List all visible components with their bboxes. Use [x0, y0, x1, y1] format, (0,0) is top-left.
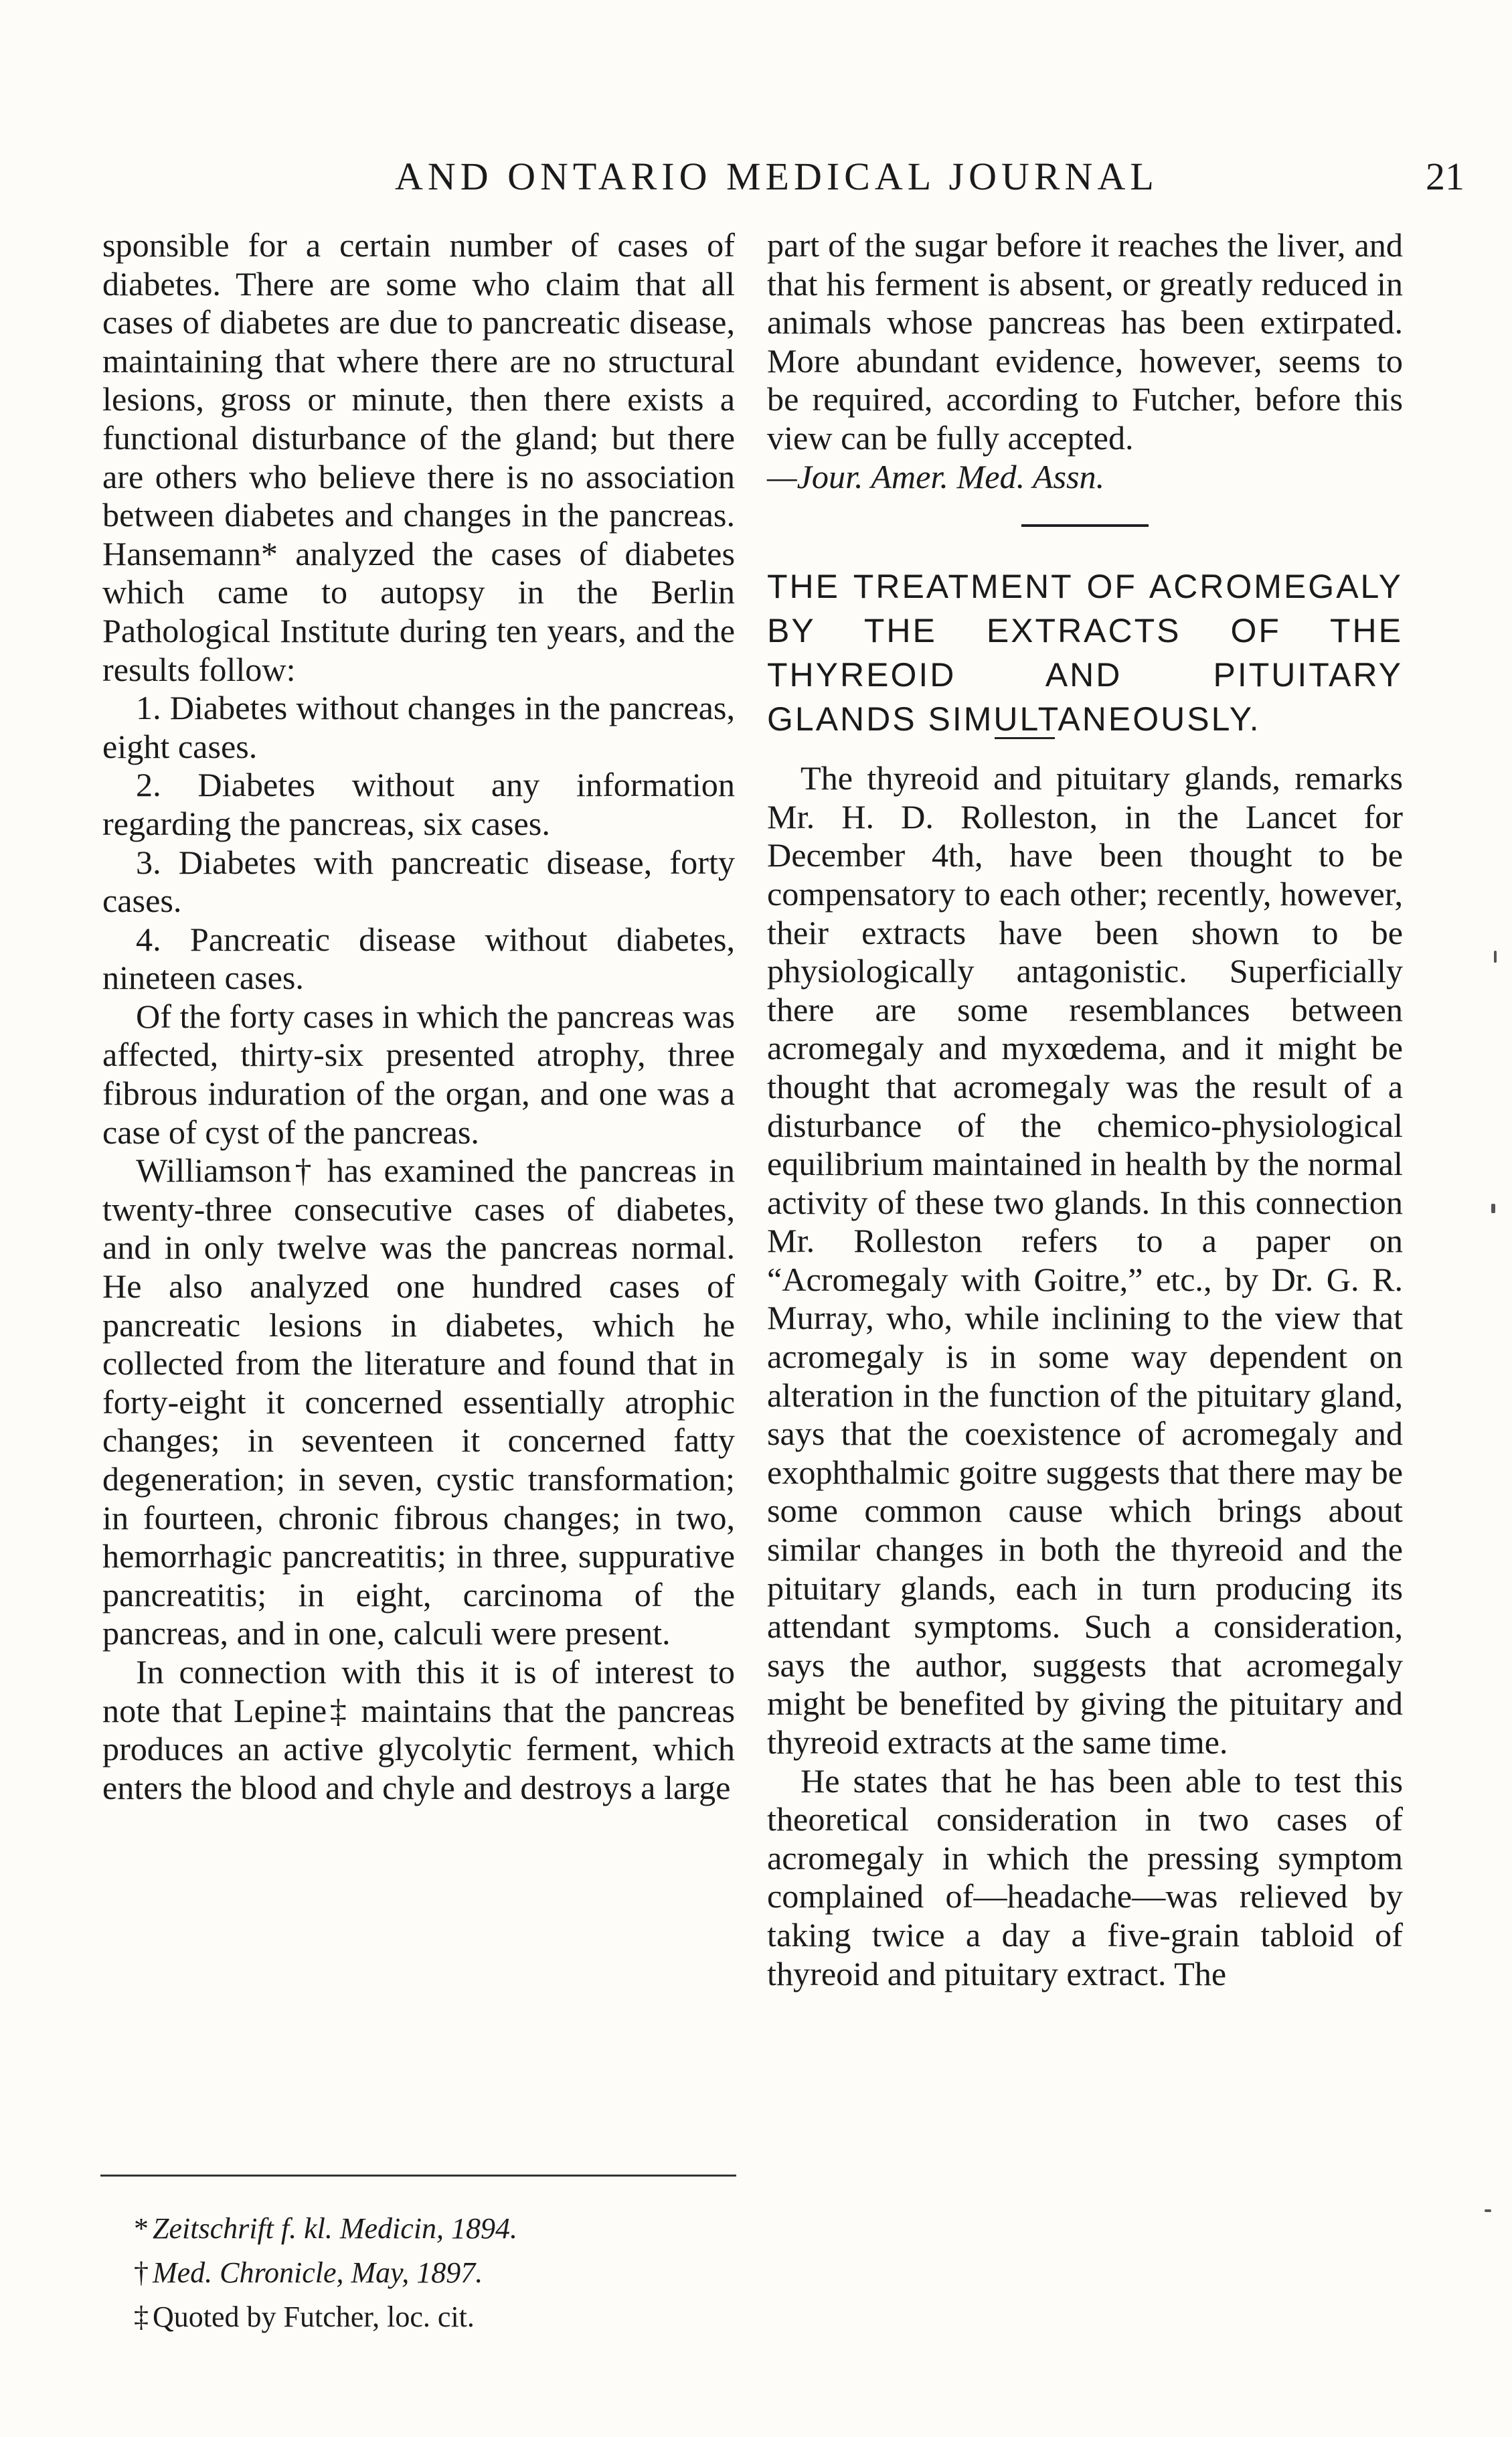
- list-item: 2. Diabetes without any information regarding the pancreas, six cases.: [102, 766, 735, 842]
- left-column: [102, 226, 735, 1807]
- footnote-mark: ‡: [134, 2300, 149, 2333]
- scan-speck: [1485, 2209, 1491, 2212]
- continuation-paragraph: part of the sugar before it reaches the liver, and that his ferment is absent, or greatly reduced in animals whose pancreas has been extirpated. More abundant evidence, however, seems to be required, according to Futcher, before this view can be fully accepted.: [767, 226, 1403, 457]
- footnote-rule: [100, 2175, 736, 2177]
- list-item: 3. Diabetes with pancreatic disease, forty cases.: [102, 843, 735, 920]
- section-divider: [1021, 524, 1149, 527]
- footnote: [134, 2251, 736, 2295]
- footnote-text: Quoted by Futcher, loc. cit.: [153, 2300, 475, 2333]
- footnotes: [134, 2207, 736, 2339]
- citation: —Jour. Amer. Med. Assn.: [767, 457, 1105, 495]
- right-column: [767, 226, 1403, 1993]
- scan-speck: [1491, 1204, 1495, 1213]
- list-item: 4. Pancreatic disease without diabetes, nineteen cases.: [102, 920, 735, 997]
- paragraph: The thyreoid and pituitary glands, remarks Mr. H. D. Rolleston, in the Lancet for December 4th, have been thought to be compensatory to each other; recently, however, their extracts have been shown to be physiologically antagonistic. Superficially there are some resemblances between acromegaly and myxœdema, and it might be thought that acromegaly was the result of a disturbance of the chemico-physiological equilibrium maintained in health by the normal activity of these two glands. In this connection Mr. Rolleston refers to a paper on “Acromegaly with Goitre,” etc., by Dr. G. R. Murray, who, while inclining to the view that acromegaly is in some way dependent on alteration in the function of the pituitary gland, says that the coexistence of acromegaly and exophthalmic goitre suggests that there may be some common cause which brings about similar changes in both the thyreoid and the pituitary glands, each in turn producing its attendant symptoms. Such a consideration, says the author, suggests that acromegaly might be benefited by giving the pituitary and thyreoid extracts at the same time.: [767, 759, 1403, 1761]
- running-head: AND ONTARIO MEDICAL JOURNAL: [395, 155, 1159, 198]
- footnote-text: Med. Chronicle, May, 1897.: [153, 2256, 483, 2289]
- list-item: 1. Diabetes without changes in the pancreas, eight cases.: [102, 689, 735, 765]
- paragraph: sponsible for a certain number of cases of diabetes. There are some who claim that all cases of diabetes are due to pancreatic disease, maintaining that where there are no structural lesions, gross or minute, then there exists a functional disturbance of the gland; but there are others who believe there is no association between diabetes and changes in the pancreas. Hansemann* analyzed the cases of diabetes which came to autopsy in the Berlin Pathological Institute during ten years, and the results follow:: [102, 226, 735, 688]
- paragraph: Williamson† has examined the pancreas in twenty-three consecutive cases of diabetes, and in only twelve was the pancreas normal. He also analyzed one hundred cases of pancreatic lesions in diabetes, which he collected from the literature and found that in forty-eight it concerned essentially atrophic changes; in seventeen it concerned fatty degeneration; in seven, cystic transformation; in fourteen, chronic fibrous changes; in two, hemorrhagic pancreatitis; in three, suppurative pancreatitis; in eight, carcinoma of the pancreas, and in one, calculi were present.: [102, 1152, 735, 1652]
- page-number: 21: [1426, 155, 1464, 198]
- paragraph: Of the forty cases in which the pancreas was affected, thirty-six presented atrophy, three fibrous induration of the organ, and one was a case of cyst of the pancreas.: [102, 997, 735, 1151]
- footnote-text: Zeitschrift f. kl. Medicin, 1894.: [153, 2212, 518, 2245]
- paragraph: He states that he has been able to test this theoretical consideration in two cases of acromegaly in which the pressing symptom complained of—headache—was relieved by taking twice a day a five-grain tabloid of thyreoid and pituitary extract. The: [767, 1761, 1403, 1992]
- article-title: THE TREATMENT OF ACROMEGALY BY THE EXTRACTS OF THE THYREOID AND PITUITARY GLANDS SIMULTANEOUSLY.: [767, 568, 1403, 738]
- footnote-mark: †: [134, 2256, 149, 2289]
- footnote: [134, 2295, 736, 2339]
- footnote: [134, 2207, 736, 2251]
- footnote-mark: *: [134, 2212, 149, 2245]
- scan-speck: [1494, 951, 1497, 963]
- paragraph: In connection with this it is of interest to note that Lepine‡ maintains that the pancreas produces an active glycolytic ferment, which enters the blood and chyle and destroys a large: [102, 1652, 735, 1806]
